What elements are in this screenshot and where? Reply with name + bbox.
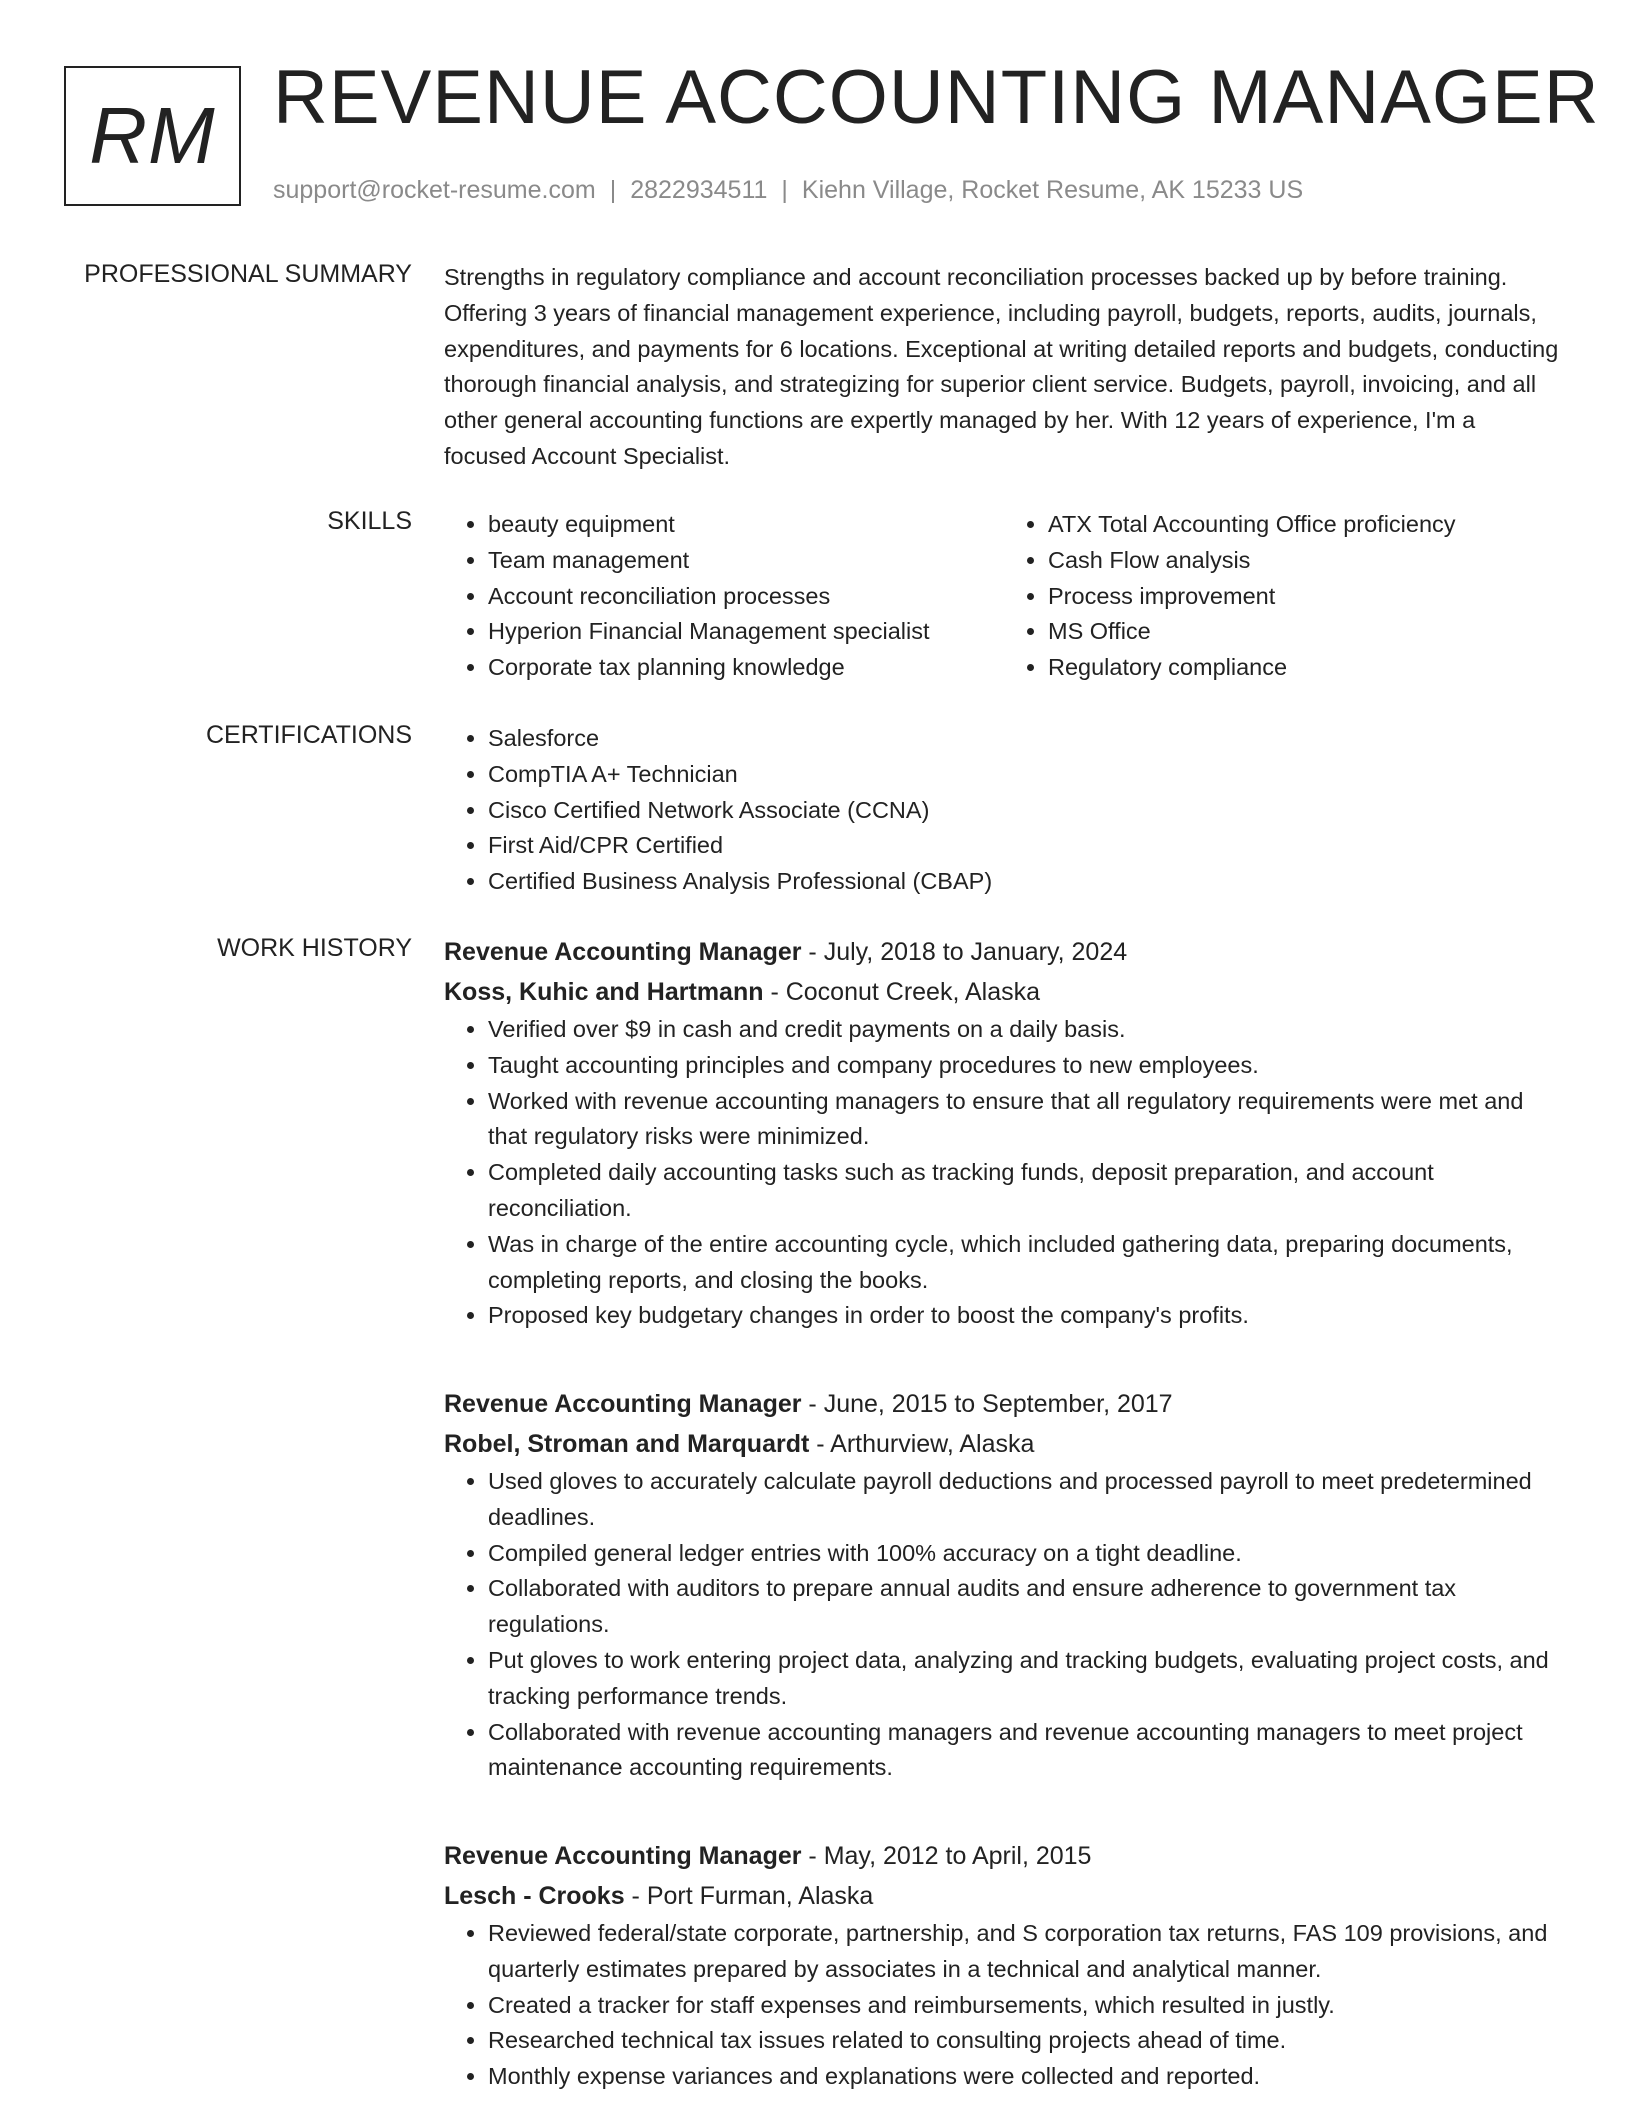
job-bullet: • Created a tracker for staff expenses and reimbursements, which resulted in justly. [488, 1988, 1564, 2024]
job-bullet: • Compiled general ledger entries with 100% accuracy on a tight deadline. [488, 1536, 1564, 1572]
skills-list-right [1004, 507, 1564, 686]
job-role: Revenue Accounting Manager [444, 938, 802, 966]
certification-item: • Cisco Certified Network Associate (CCNA) [488, 793, 1564, 829]
job-role-line [444, 932, 1564, 972]
job-bullet: • Researched technical tax issues related to consulting projects ahead of time. [488, 2023, 1564, 2059]
job-dates: - May, 2012 to April, 2015 [801, 1842, 1092, 1870]
job-bullet: • Was in charge of the entire accounting cycle, which included gathering data, preparing documents, completing reports, and closing the books. [488, 1227, 1564, 1299]
job-location: - Coconut Creek, Alaska [763, 978, 1041, 1006]
monogram-logo: RM [64, 66, 241, 206]
job-role-line [444, 1384, 1564, 1424]
skill-item: • Process improvement [1048, 579, 1564, 615]
job-bullets [444, 1464, 1564, 1786]
skills-list-left [444, 507, 1004, 686]
skill-item: • Hyperion Financial Management specialist [488, 614, 1004, 650]
job-role: Revenue Accounting Manager [444, 1390, 802, 1418]
job-bullet: • Collaborated with revenue accounting managers and revenue accounting managers to meet project maintenance accounting requirements. [488, 1715, 1564, 1787]
job-dates: - July, 2018 to January, 2024 [801, 938, 1128, 966]
job-company: Koss, Kuhic and Hartmann [444, 978, 764, 1006]
skill-item: • ATX Total Accounting Office proficiency [1048, 507, 1564, 543]
job-role-line [444, 1836, 1564, 1876]
job-bullets [444, 1916, 1564, 2095]
job-body [444, 1384, 1564, 1786]
job-bullet: • Proposed key budgetary changes in order to boost the company's profits. [488, 1298, 1564, 1334]
skill-item: • Cash Flow analysis [1048, 543, 1564, 579]
skill-item: • MS Office [1048, 614, 1564, 650]
job-body [444, 932, 1564, 1334]
job-bullet: • Taught accounting principles and company procedures to new employees. [488, 1048, 1564, 1084]
job-company-line [444, 1876, 1564, 1916]
certifications-body [444, 721, 1564, 900]
skill-item: • Team management [488, 543, 1004, 579]
section-title-summary: PROFESSIONAL SUMMARY [84, 260, 412, 288]
job-company: Lesch - Crooks [444, 1882, 625, 1910]
job-body [444, 1836, 1564, 2095]
contact-separator: | [781, 176, 788, 204]
certifications-list [444, 721, 1564, 900]
summary-body [444, 260, 1564, 475]
skill-item: • Regulatory compliance [1048, 650, 1564, 686]
job-bullet: • Completed daily accounting tasks such as tracking funds, deposit preparation, and account reconciliation. [488, 1155, 1564, 1227]
job-bullets [444, 1012, 1564, 1334]
contact-email: support@rocket-resume.com [273, 176, 596, 204]
skills-body [444, 507, 1564, 686]
job-role: Revenue Accounting Manager [444, 1842, 802, 1870]
skill-item: • beauty equipment [488, 507, 1004, 543]
job-dates: - June, 2015 to September, 2017 [801, 1390, 1173, 1418]
certification-item: • CompTIA A+ Technician [488, 757, 1564, 793]
contact-line [273, 176, 1303, 205]
job-bullet: • Reviewed federal/state corporate, partnership, and S corporation tax returns, FAS 109 provisions, and quarterly estimates prepared by associates in a technical and analytical manner. [488, 1916, 1564, 1988]
job-bullet: • Monthly expense variances and explanations were collected and reported. [488, 2059, 1564, 2095]
job-bullet: • Verified over $9 in cash and credit payments on a daily basis. [488, 1012, 1564, 1048]
section-title-work-history: WORK HISTORY [217, 934, 412, 962]
job-bullet: • Used gloves to accurately calculate payroll deductions and processed payroll to meet predetermined deadlines. [488, 1464, 1564, 1536]
certification-item: • Salesforce [488, 721, 1564, 757]
skill-item: • Corporate tax planning knowledge [488, 650, 1004, 686]
section-title-skills: SKILLS [327, 507, 412, 535]
summary-text: Strengths in regulatory compliance and account reconciliation processes backed up by before training. Offering 3 years of financial management experience, including payroll, budgets, reports, audits, journals, expenditures, and payments for 6 locations. Exceptional at writing detailed reports and budgets, conducting thorough financial analysis, and strategizing for superior client service. Budgets, payroll, invoicing, and all other general accounting functions are expertly managed by her. With 12 years of experience, I'm a focused Account Specialist. [444, 264, 1559, 469]
job-location: - Port Furman, Alaska [624, 1882, 874, 1910]
certification-item: • First Aid/CPR Certified [488, 828, 1564, 864]
job-company-line [444, 1424, 1564, 1464]
contact-phone: 2822934511 [630, 176, 768, 204]
contact-separator: | [609, 176, 617, 204]
certification-item: • Certified Business Analysis Professional (CBAP) [488, 864, 1564, 900]
job-location: - Arthurview, Alaska [809, 1430, 1035, 1458]
job-bullet: • Collaborated with auditors to prepare annual audits and ensure adherence to government tax regulations. [488, 1571, 1564, 1643]
job-bullet: • Worked with revenue accounting managers to ensure that all regulatory requirements were met and that regulatory risks were minimized. [488, 1084, 1564, 1156]
page-title: REVENUE ACCOUNTING MANAGER [273, 55, 1600, 140]
skill-item: • Account reconciliation processes [488, 579, 1004, 615]
job-bullet: • Put gloves to work entering project data, analyzing and tracking budgets, evaluating project costs, and tracking performance trends. [488, 1643, 1564, 1715]
job-company-line [444, 972, 1564, 1012]
contact-address: Kiehn Village, Rocket Resume, AK 15233 US [801, 176, 1304, 204]
job-company: Robel, Stroman and Marquardt [444, 1430, 810, 1458]
section-title-certifications: CERTIFICATIONS [205, 721, 412, 749]
